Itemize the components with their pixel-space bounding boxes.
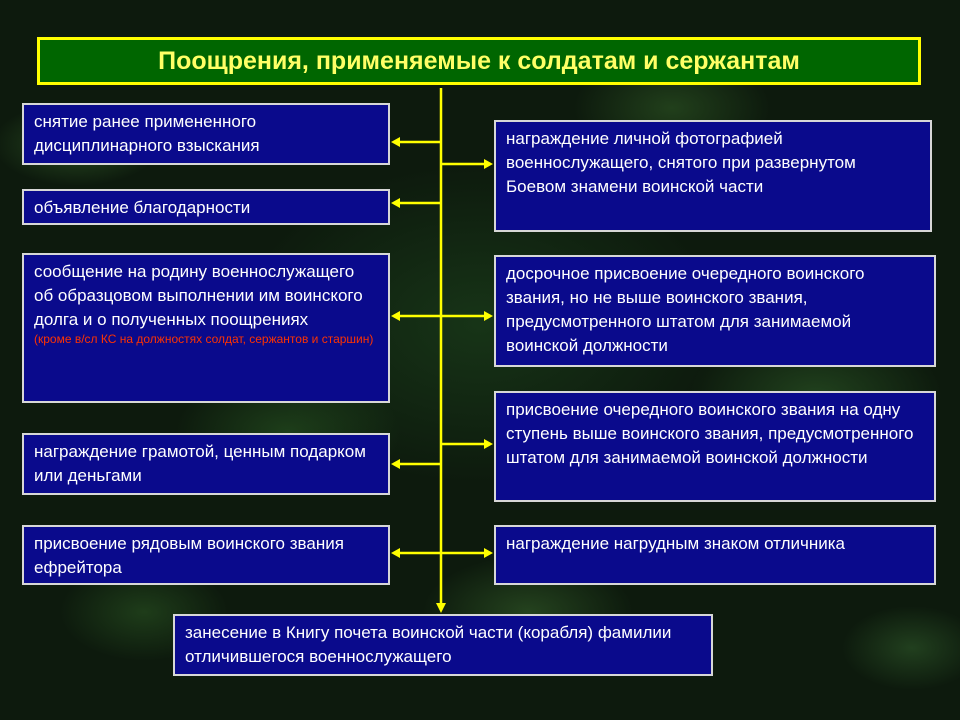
left-box-1	[22, 103, 390, 165]
left-box-3-text: сообщение на родину военнослужащего об образцовом выполнении им воинского долга и о полученных поощрениях	[34, 262, 363, 329]
arrow-left-2	[391, 198, 400, 208]
left-box-5-text: присвоение рядовым воинского звания ефрейтора	[34, 534, 344, 577]
right-box-2-text: досрочное присвоение очередного воинского звания, но не выше воинского звания, предусмотренного штатом для занимаемой воинской должности	[506, 264, 865, 355]
arrow-left-3	[391, 311, 400, 321]
arrow-right-3	[484, 439, 493, 449]
right-box-1-text: награждение личной фотографией военнослужащего, снятого при развернутом Боевом знамени воинской части	[506, 129, 856, 196]
left-box-5	[22, 525, 390, 585]
right-box-3-text: присвоение очередного воинского звания на одну ступень выше воинского звания, предусмотренного штатом для занимаемой воинской должности	[506, 400, 914, 467]
page-title: Поощрения, применяемые к солдатам и сержантам	[158, 46, 800, 75]
left-box-1-text: снятие ранее примененного дисциплинарного взыскания	[34, 112, 260, 155]
left-box-4	[22, 433, 390, 495]
arrow-left-4	[391, 459, 400, 469]
left-box-3-note: (кроме в/сл КС на должностях солдат, сержантов и старшин)	[34, 332, 374, 346]
arrow-right-1	[484, 159, 493, 169]
right-box-4-text: награждение нагрудным знаком отличника	[506, 534, 845, 553]
left-box-4-text: награждение грамотой, ценным подарком или деньгами	[34, 442, 366, 485]
left-box-2-text: объявление благодарности	[34, 198, 251, 217]
right-box-4	[494, 525, 936, 585]
title-box	[37, 37, 921, 85]
arrow-left-1	[391, 137, 400, 147]
left-box-3	[22, 253, 390, 403]
arrow-left-5	[391, 548, 400, 558]
left-box-2	[22, 189, 390, 225]
right-box-1	[494, 120, 932, 232]
bottom-box-text: занесение в Книгу почета воинской части (корабля) фамилии отличившегося военнослужащего	[185, 623, 672, 666]
arrow-right-4	[484, 548, 493, 558]
arrow-down	[436, 603, 446, 613]
right-box-3	[494, 391, 936, 502]
arrow-right-2	[484, 311, 493, 321]
bottom-box	[173, 614, 713, 676]
right-box-2	[494, 255, 936, 367]
